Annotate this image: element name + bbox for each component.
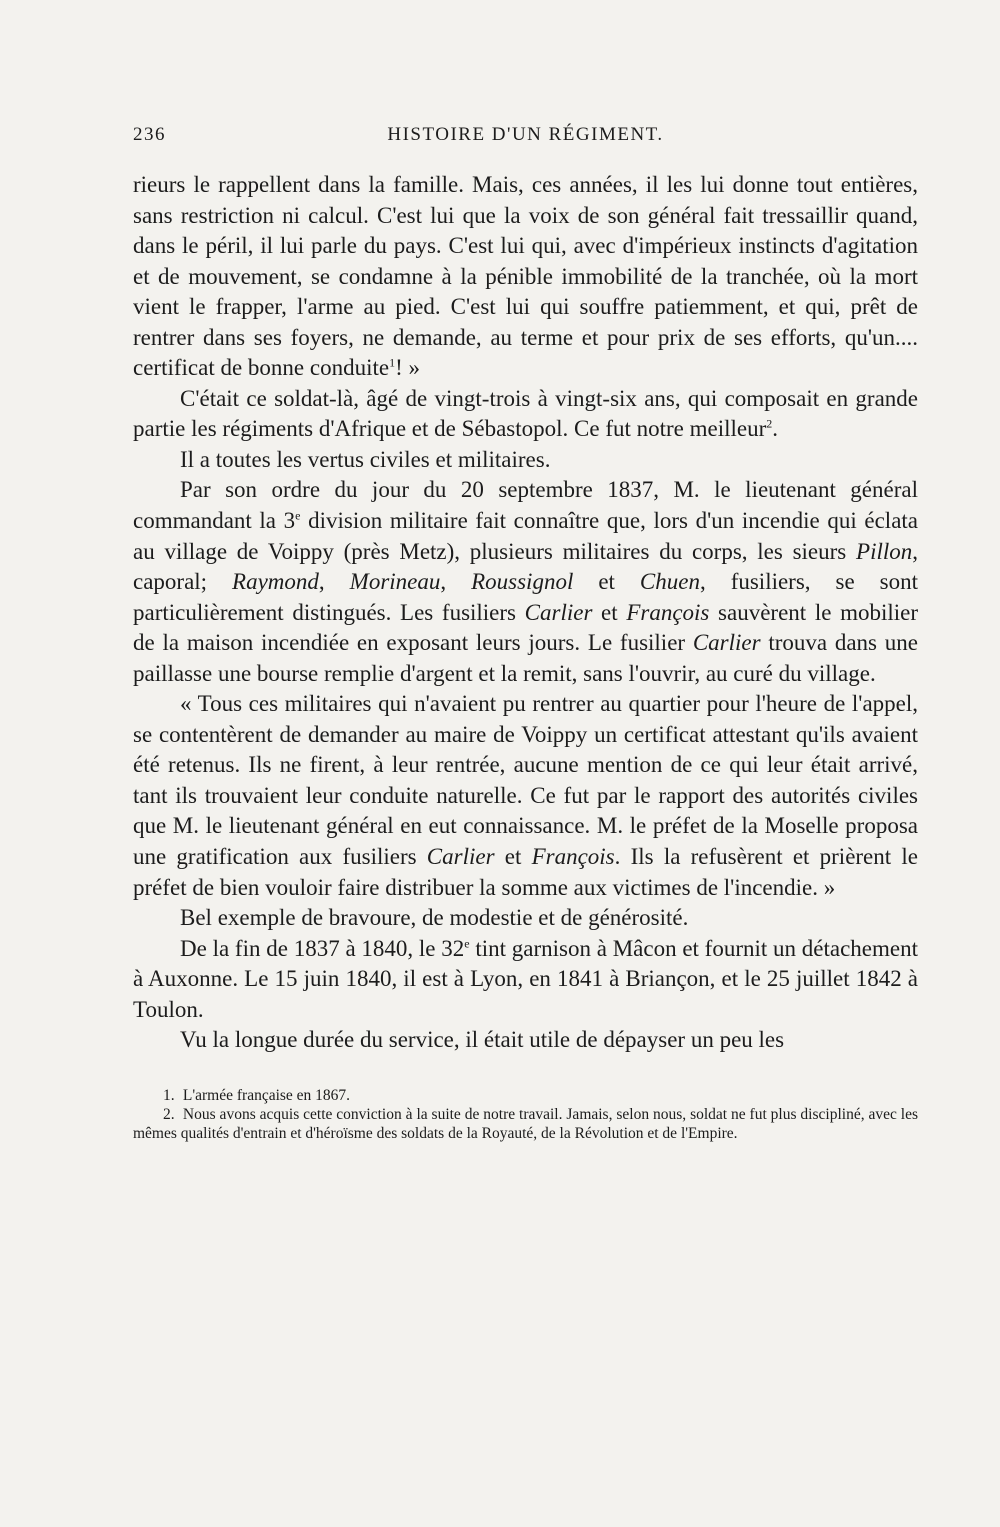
soldier-name: François xyxy=(626,599,710,625)
paragraph-7: De la fin de 1837 à 1840, le 32e tint garnison à Mâcon et fournit un détachement à Auxonne. Le 15 juin 1840, il est à Lyon, en 1841 à Briançon, et le 25 juillet 1842 à Toulon. xyxy=(133,935,918,1022)
paragraph-3: Il a toutes les vertus civiles et militaires. xyxy=(180,446,551,472)
soldier-name: Raymond xyxy=(232,569,319,595)
footnote-number: 2. xyxy=(163,1105,175,1123)
soldier-name: Carlier xyxy=(524,599,593,625)
footnote-1 xyxy=(133,1086,918,1105)
paragraph-1: rieurs le rappellent dans la famille. Mais, ces années, il les lui donne tout entières, sans restriction ni calcul. C'est lui que la voix de son général fait tressaillir quand, dans le péril, il lui parle du pays. C'est lui qui, avec d'impérieux instincts d'agitation et de mouvement, se condamne à la pénible immobilité de la tranchée, où la mort vient le frapper, l'arme au pied. C'est lui qui souffre patiemment, et qui, prêt de rentrer dans ses foyers, ne demande, au terme et pour prix de ses efforts, qu'un.... certificat de bonne conduite$^1$! » xyxy=(133,172,918,381)
paragraph-6: Bel exemple de bravoure, de modestie et de générosité. xyxy=(180,905,689,931)
footnote-text: L'armée française en 1867. xyxy=(182,1086,351,1104)
paragraph-2: C'était ce soldat-là, âgé de vingt-trois à vingt-six ans, qui composait en grande partie les régiments d'Afrique et de Sébastopol. Ce fut notre meilleur$^2$. xyxy=(133,385,918,442)
soldier-name: Morineau xyxy=(349,569,441,595)
book-page xyxy=(133,124,918,1143)
soldier-name: François xyxy=(531,844,615,870)
footnote-ref-2: 2 xyxy=(766,416,773,431)
soldier-name: Roussignol xyxy=(471,569,574,595)
paragraph-5: « Tous ces militaires qui n'avaient pu rentrer au quartier pour l'heure de l'appel, se contentèrent de demander au maire de Voippy un certificat attestant qu'ils avaient été retenus. Ils ne firent, à leur rentrée, aucune mention de ce qui leur était arrivé, tant ils trouvaient leur conduite naturelle. Ce fut par le rapport des autorités civiles que M. le lieutenant général en eut connaissance. M. le préfet de la Moselle proposa une gratification aux fusiliers Carlier et François. Ils la refusèrent et prièrent le préfet de bien vouloir faire distribuer la somme aux victimes de l'incendie. » xyxy=(133,691,918,900)
paragraph-8: Vu la longue durée du service, il était utile de dépayser un peu les xyxy=(180,1027,785,1053)
footnote-text: Nous avons acquis cette conviction à la suite de notre travail. Jamais, selon nous, soldat ne fut plus discipliné, avec les mêmes qualités d'entrain et d'héroïsme des soldats de la Royauté, de la Révolution et de l'Empire. xyxy=(133,1105,919,1142)
soldier-name: Pillon xyxy=(856,538,913,564)
page-header xyxy=(133,124,918,164)
footnotes xyxy=(133,1086,918,1143)
body-text xyxy=(133,170,918,1056)
running-title: HISTOIRE D'UN RÉGIMENT. xyxy=(387,124,664,145)
paragraph-4: Par son ordre du jour du 20 septembre 1837, M. le lieutenant général commandant la 3e division militaire fait connaître que, lors d'un incendie qui éclata au village de Voippy (près Metz), plusieurs militaires du corps, les sieurs Pillon, caporal; Raymond, Morineau, Roussignol et Chuen, fusiliers, se sont particulièrement distingués. Les fusiliers Carlier et François sauvèrent le mobilier de la maison incendiée en exposant leurs jours. Le fusilier Carlier trouva dans une paillasse une bourse remplie d'argent et la remit, sans l'ouvrir, au curé du village. xyxy=(133,477,919,686)
soldier-name: Carlier xyxy=(426,844,495,870)
footnote-ref-1: 1 xyxy=(389,355,396,370)
footnote-number: 1. xyxy=(163,1086,175,1104)
page-number: 236 xyxy=(133,124,166,145)
footnote-2 xyxy=(133,1105,918,1143)
soldier-name: Chuen xyxy=(639,569,700,595)
soldier-name: Carlier xyxy=(692,630,761,656)
